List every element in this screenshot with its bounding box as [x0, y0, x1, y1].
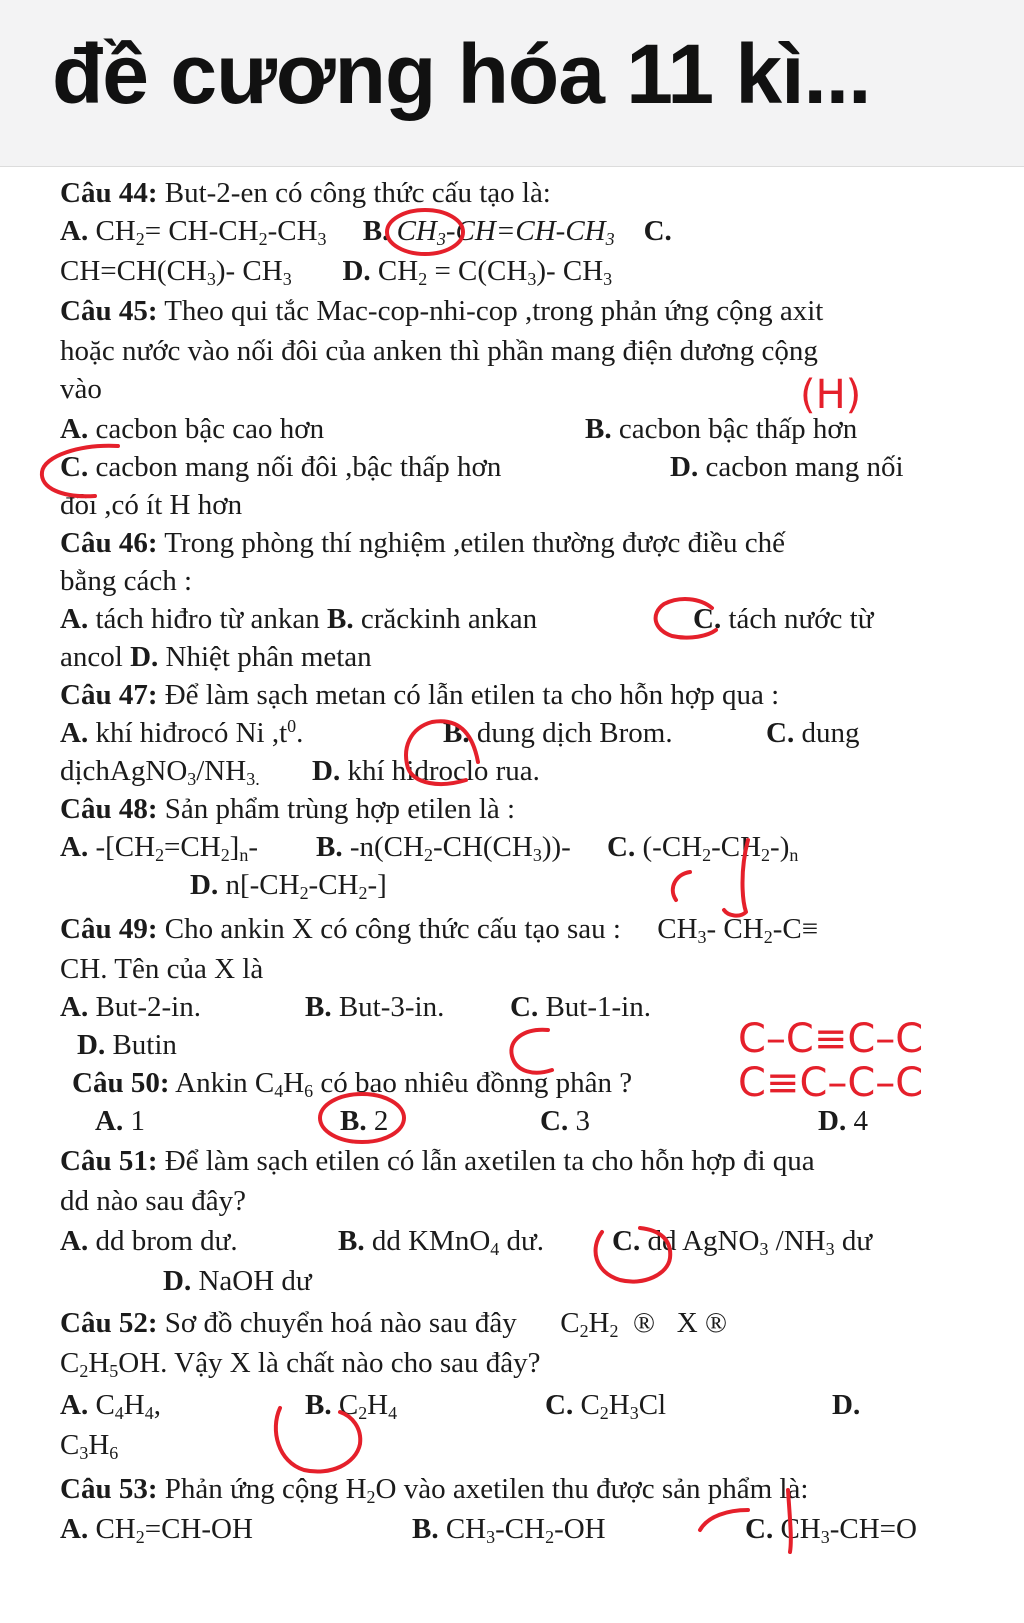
q51-option-a: A. dd brom dư.: [60, 1225, 238, 1257]
q44-stem: Câu 44: But-2-en có công thức cấu tạo là:: [60, 177, 551, 209]
q51-stem-line2: dd nào sau đây?: [60, 1185, 247, 1217]
page-title: đề cương hóa 11 kì...: [52, 27, 871, 121]
q51-option-d: D. NaOH dư: [163, 1265, 312, 1297]
q53-stem: Câu 53: Phản ứng cộng $H_2O$ vào axetilen thu được sản phẩm là:: [60, 1473, 809, 1508]
q53-option-a: A. $CH_2=CH-OH$: [60, 1513, 253, 1548]
q51-option-c: C. dd AgNO$_3$ $/NH_3$ dư: [612, 1225, 873, 1260]
q46-stem-line1: Câu 46: Trong phòng thí nghiệm ,etilen thường được điều chế: [60, 527, 786, 559]
q47-option-a: A. khí hiđrocó Ni $,t^0$.: [60, 716, 304, 749]
q49-option-b: B. But-3-in.: [305, 991, 445, 1023]
q49-stem-cont: CH. Tên của X là: [60, 953, 264, 985]
q45-option-b: B. cacbon bậc thấp hơn: [585, 413, 858, 445]
q50-stem: Câu 50: Ankin $C_4H_6$ có bao nhiêu đồnng phân ?: [72, 1067, 633, 1102]
q45-option-d: D. cacbon mang nối: [670, 451, 904, 483]
q52-stem: Câu 52: Sơ đồ chuyển hoá nào sau đây $C_2H_2$ ® X ®: [60, 1307, 727, 1342]
q44-options-row2: $CH=CH(CH_3)-$ $CH_3$ D. $CH_2 = C(CH_3)-$ $CH_3$: [60, 255, 613, 290]
q52-option-a: A. $C_4H_4$,: [60, 1389, 161, 1424]
q50-option-c: C. 3: [540, 1105, 590, 1137]
q48-options-row1: A. $-[CH_2=CH_2]_n-$ B. $-n(CH_2-CH(CH_3))-$ C. $(-CH_2-CH_2-)_n$: [60, 831, 799, 866]
q49-handwritten-note-1: C–C≡C–C: [738, 1016, 924, 1062]
q48-stem: Câu 48: Sản phẩm trùng hợp etilen là :: [60, 793, 516, 825]
q50-option-a: A. 1: [95, 1105, 145, 1137]
q49-option-c: C. But-1-in.: [510, 991, 651, 1023]
q51-stem-line1: Câu 51: Để làm sạch etilen có lẫn axetilen ta cho hỗn hợp đi qua: [60, 1145, 815, 1177]
q52-option-b: B. $C_2H_4$: [305, 1389, 398, 1424]
q49-option-a: A. But-2-in.: [60, 991, 201, 1023]
q47-option-c-cont: $dịchAgNO_3/NH_{3.}$: [60, 755, 260, 790]
q49-stem: Câu 49: Cho ankin X có công thức cấu tạo sau : $CH_3-$ $CH_2-C\equiv$: [60, 913, 819, 948]
q53-option-b: B. $CH_3-CH_2-OH$: [412, 1513, 606, 1548]
q46-options-row1: A. tách hiđro từ ankan B. crăckinh ankan: [60, 603, 538, 635]
q45-handwritten-note: (H): [800, 372, 862, 418]
q45-option-c: C. cacbon mang nối đôi ,bậc thấp hơn: [60, 451, 502, 483]
q47-option-b: B. dung dịch Brom.: [443, 717, 673, 749]
q49-option-d: D. Butin: [77, 1029, 177, 1061]
q45-option-a: A. cacbon bậc cao hơn: [60, 413, 325, 445]
q52-stem-cont: $C_2H_5OH$. Vậy X là chất nào cho sau đây?: [60, 1347, 541, 1382]
q46-option-c: C. tách nước từ: [693, 603, 874, 635]
q52-option-d: D.: [832, 1389, 861, 1421]
header-bar: [0, 0, 1024, 167]
q45-stem-line1: Câu 45: Theo qui tắc Mac-cop-nhi-cop ,trong phản ứng cộng axit: [60, 295, 824, 327]
q48-option-d: D. $n[-CH_2-CH_2-]$: [190, 869, 387, 904]
q50-option-b: B. 2: [340, 1105, 389, 1137]
q47-option-d: D. khí hidroclo rua.: [312, 755, 540, 787]
q47-stem: Câu 47: Để làm sạch metan có lẫn etilen ta cho hỗn hợp qua :: [60, 679, 780, 711]
q45-option-d-cont: đôi ,có ít H hơn: [60, 489, 243, 521]
q44-options-row1: A. $CH_2= CH-CH_2-CH_3$ B. $CH_3-CH=CH-CH_3$ C.: [60, 215, 672, 250]
q51-option-b: B. dd KMnO$_4$ dư.: [338, 1225, 544, 1260]
q52-option-d-cont: $C_3H_6$: [60, 1429, 119, 1464]
q49-handwritten-note-2: C≡C–C–C: [738, 1060, 924, 1106]
q52-option-c: C. $C_2H_3Cl$: [545, 1389, 667, 1424]
q53-option-c: C. $CH_3-CH=O$: [745, 1513, 917, 1548]
q50-option-d: D. 4: [818, 1105, 868, 1137]
q46-stem-line2: bằng cách :: [60, 565, 193, 597]
q45-stem-line3: vào: [60, 373, 102, 405]
q46-options-row2: ancol D. Nhiệt phân metan: [60, 641, 372, 673]
document-body: [0, 166, 1024, 1623]
q45-stem-line2: hoặc nước vào nối đôi của anken thì phần mang điện dương cộng: [60, 335, 818, 367]
q47-option-c: C. dung: [766, 717, 860, 749]
